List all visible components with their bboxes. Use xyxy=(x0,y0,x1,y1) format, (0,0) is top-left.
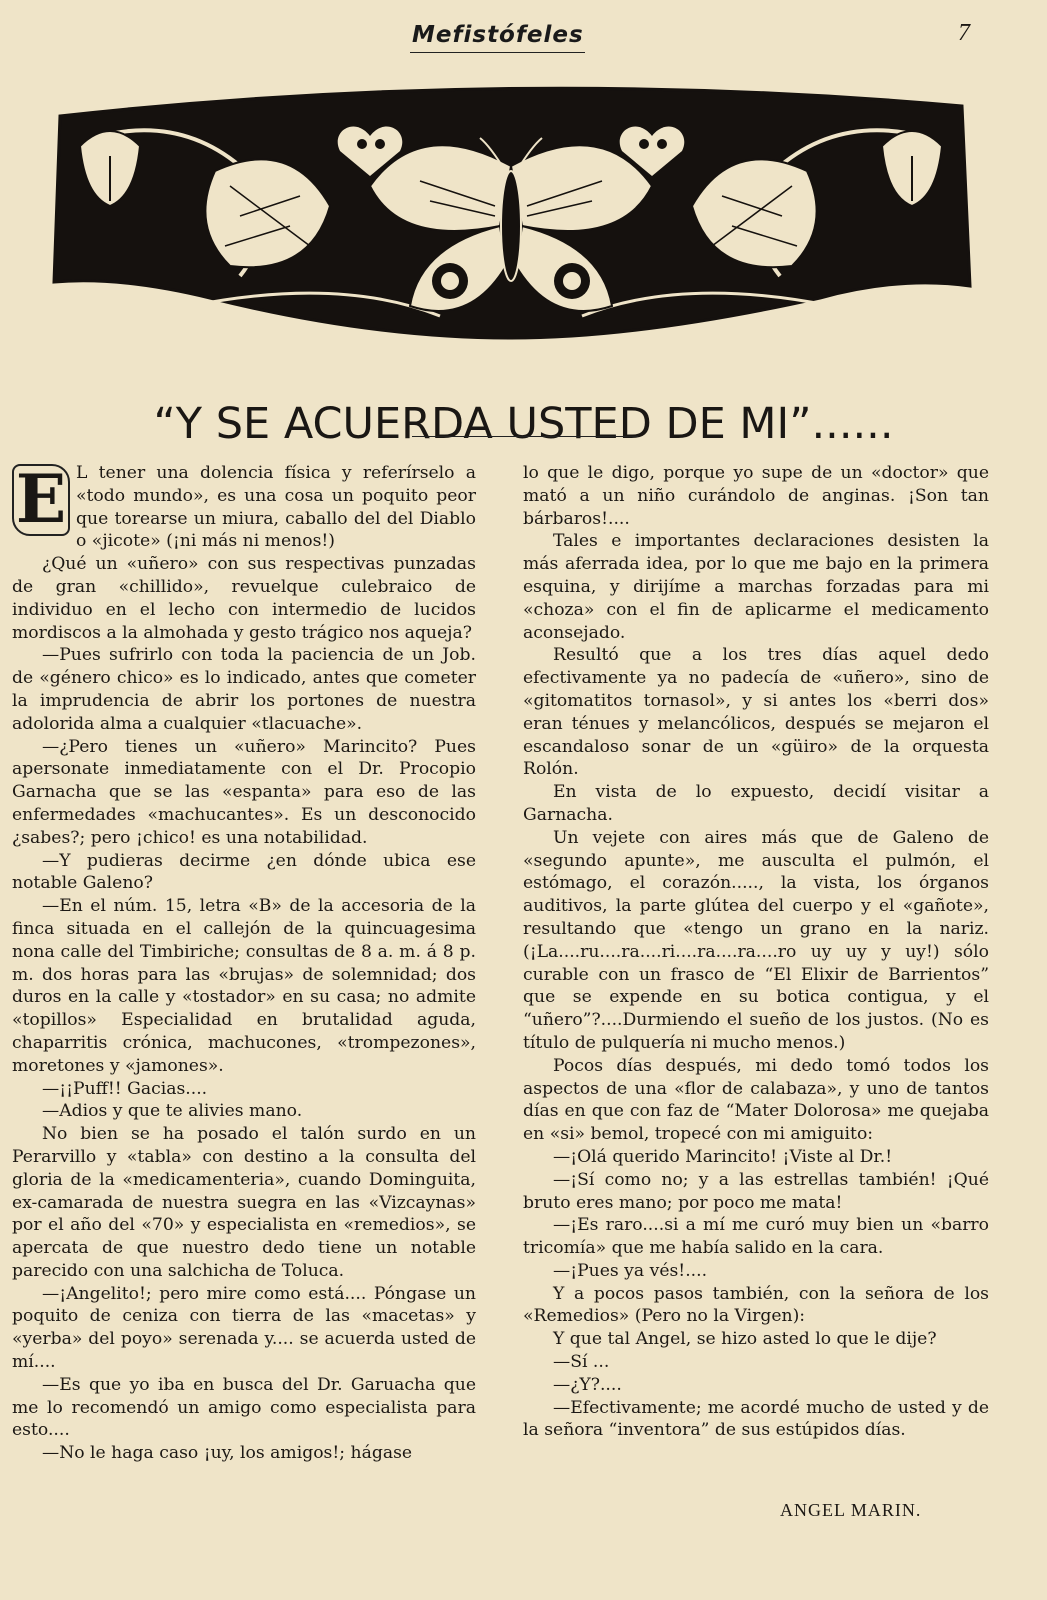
paragraph-text: L tener una dolencia física y referírselo a «todo mundo», es una cosa un poquito peor que torearse un miura, caballo del del Diablo o «jicote» (¡ni más ni menos!) xyxy=(76,463,476,552)
paragraph: Resultó que a los tres días aquel dedo efectivamente ya no padecía de «uñero», sino de «gitomatitos tornasol», y si antes los «berri dos» eran ténues y melancólicos, después se mejaron el escandaloso sonar de un «güiro» de la orquesta Rolón. xyxy=(523,645,989,780)
paragraph: Y que tal Angel, se hizo asted lo que le dije? xyxy=(553,1329,937,1350)
paragraph: —¿Y?.... xyxy=(553,1374,622,1395)
paragraph: —¡¡Puff!! Gacias.... xyxy=(42,1078,208,1099)
paragraph: —Es que yo iba en busca del Dr. Garuacha que me lo recomendó un amigo como especialista para esto.... xyxy=(12,1374,476,1441)
paragraph: lo que le digo, porque yo supe de un «doctor» que mató a un niño curándolo de anginas. ¡Son tan bárbaros!.... xyxy=(523,463,989,529)
paragraph: En vista de lo expuesto, decidí visitar a Garnacha. xyxy=(523,782,989,825)
magazine-name: Mefistófeles xyxy=(412,22,584,48)
paragraph: Tales e importantes declaraciones desisten la más aferrada idea, por lo que me bajo en la primera esquina, y dirijíme a marchas forzadas para mi «choza» con el fin de aplicarme el medicamento aconsejado. xyxy=(523,531,989,643)
paragraph: —Efectivamente; me acordé mucho de usted y de la señora “inventora” de sus estúpidos días. xyxy=(523,1397,989,1441)
drop-cap: E xyxy=(12,464,70,536)
paragraph: —Sí ... xyxy=(553,1352,610,1373)
running-head xyxy=(0,16,1047,56)
paragraph: —Pues sufrirlo con toda la paciencia de un Job. de «género chico» es lo indicado, antes que cometer la imprudencia de abrir los portones de nuestra adolorida alma a cualquier «tlacuache». xyxy=(12,645,476,734)
author-signature: ANGEL MARIN. xyxy=(780,1500,922,1520)
paragraph: —¡Sí como no; y a las estrellas también! ¡Qué bruto eres mano; por poco me mata! xyxy=(523,1169,989,1213)
title-rule xyxy=(412,436,638,437)
paragraph: Y a pocos pasos también, con la señora de los «Remedios» (Pero no la Virgen): xyxy=(523,1283,989,1327)
paragraph: —No le haga caso ¡uy, los amigos!; hágase xyxy=(42,1443,413,1464)
paragraph: —¡Pues ya vés!.... xyxy=(553,1260,708,1281)
right-column xyxy=(523,462,989,1442)
paragraph: Un vejete con aires más que de Galeno de «segundo apunte», me ausculta el pulmón, el estómago, el corazón....., la vista, los órganos auditivos, la parte glútea del cuerpo y el «gañote», resultando que «tengo un grano en la nariz. (¡La....ru....ra....ri....ra....ra....ro uy uy y uy!) sólo curable con un frasco de “El Elixir de Barrientos” que se expende en su botica contigua, y el “uñero”?....Durmiendo el sueño de los justos. (No es título de pulquería ni mucho menos.) xyxy=(523,827,989,1053)
article-title: “Y SE ACUERDA USTED DE MI”...... xyxy=(153,398,894,449)
paragraph: —¡Olá querido Marincito! ¡Viste al Dr.! xyxy=(553,1146,893,1167)
header-rule xyxy=(410,52,585,53)
ornamental-header xyxy=(40,76,982,356)
paragraph: No bien se ha posado el talón surdo en un Perarvillo y «tabla» con destino a la consulta del gloria de la «medicamenteria», cuando Dominguita, ex-camarada de nuestra suegra en las «Vizcaynas» por el año del «70» y especialista en «remedios», se apercata de que nuestro dedo tiene un notable parecido con una salchicha de Toluca. xyxy=(12,1124,476,1281)
paragraph: —Adios y que te alivies mano. xyxy=(42,1101,303,1122)
paragraph: —Y pudieras decirme ¿en dónde ubica ese notable Galeno? xyxy=(12,850,476,894)
paragraph: Pocos días después, mi dedo tomó todos los aspectos de una «flor de calabaza», y uno de tantos días en que con faz de “Mater Dolorosa» me quejaba en «si» bemol, tropecé con mi amiguito: xyxy=(523,1055,989,1145)
paragraph: ¿Qué un «uñero» con sus respectivas punzadas de gran «chillido», revuelque culebraico de individuo en el lecho con intermedio de lucidos mordiscos a la almohada y gesto trágico nos aqueja? xyxy=(12,554,476,643)
left-column xyxy=(12,462,476,1465)
page-number: 7 xyxy=(958,20,970,46)
paragraph: —¡Angelito!; pero mire como está.... Póngase un poquito de ceniza con tierra de las «macetas» y «yerba» del poyo» serenada y.... se acuerda usted de mí.... xyxy=(12,1283,476,1373)
paragraph: —¿Pero tienes un «uñero» Marincito? Pues apersonate inmediatamente con el Dr. Procopio Garnacha que se las «espanta» para eso de las enfermedades «machucantes». Es un desconocido ¿sabes?; pero ¡chico! es una notabilidad. xyxy=(12,736,476,848)
paragraph xyxy=(12,462,476,553)
paragraph: —En el núm. 15, letra «B» de la accesoria de la finca situada en el callejón de la quincuagesima nona calle del Timbiriche; consultas de 8 a. m. á 8 p. m. dos horas para las «brujas» de solemnidad; dos duros en la calle y «tostador» en su casa; no admite «topillos» Especialidad en brutalidad aguda, chaparritis crónica, machucones, «trompezones», moretones y «jamones». xyxy=(12,896,476,1076)
paragraph: —¡Es raro....si a mí me curó muy bien un «barro tricomía» que me había salido en la cara. xyxy=(523,1215,989,1259)
